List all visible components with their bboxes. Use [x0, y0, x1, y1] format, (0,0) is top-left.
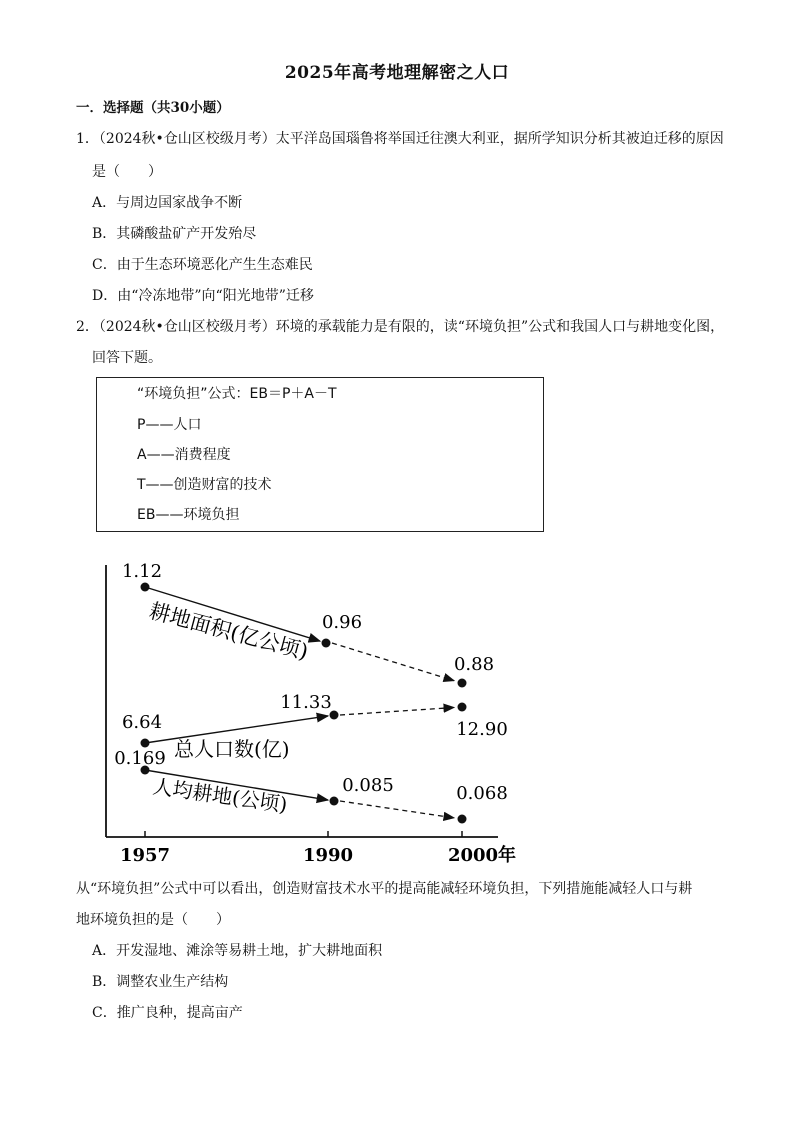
q2-option-a: A．开发湿地、滩涂等易耕土地，扩大耕地面积	[92, 943, 383, 959]
data-point	[141, 583, 150, 592]
q1-option-d: D．由“冷冻地带”向“阳光地带”迁移	[92, 288, 314, 304]
data-label: 0.88	[453, 654, 495, 675]
data-label: 12.90	[456, 719, 508, 740]
data-point	[458, 679, 467, 688]
data-label: 0.169	[114, 748, 166, 769]
page-title: 2025年高考地理解密之人口	[284, 63, 510, 83]
formula-a: A——消费程度	[137, 447, 231, 463]
q1-option-c: C．由于生态环境恶化产生生态难民	[92, 257, 313, 273]
data-label: 0.068	[456, 783, 508, 804]
data-point	[322, 639, 331, 648]
q2-option-c: C．推广良种，提高亩产	[92, 1005, 243, 1021]
data-point	[330, 797, 339, 806]
formula-p: P——人口	[137, 417, 202, 433]
formula-t: T——创造财富的技术	[137, 477, 272, 493]
data-label: 0.96	[321, 612, 363, 633]
data-label: 11.33	[280, 692, 332, 713]
q2-stem-line2: 回答下题。	[92, 350, 162, 366]
q2-option-b: B．调整农业生产结构	[92, 974, 229, 990]
q1-stem-line2: 是（ ）	[92, 164, 162, 180]
data-point	[141, 739, 150, 748]
data-label: 0.085	[342, 775, 394, 796]
data-point	[458, 703, 467, 712]
x-tick-label: 1957	[119, 845, 171, 866]
series-name: 耕地面积(亿公顷)	[146, 598, 311, 665]
q2-sub-stem-line1: 从“环境负担”公式中可以看出，创造财富技术水平的提高能减轻环境负担，下列措施能减轻人口与耕	[76, 881, 693, 897]
formula-box	[96, 377, 544, 532]
series-name: 人均耕地(公顷)	[151, 774, 289, 817]
q2-sub-stem-line2: 地环境负担的是（ ）	[76, 912, 230, 928]
formula-eb: EB——环境负担	[137, 507, 240, 523]
population-farmland-chart	[90, 555, 530, 870]
series-line-dashed	[340, 801, 454, 818]
q1-option-a: A．与周边国家战争不断	[92, 195, 243, 211]
formula-line: “环境负担”公式：EB＝P＋A－T	[137, 386, 337, 402]
series-line-dashed	[340, 708, 454, 716]
q1-option-b: B．其磷酸盐矿产开发殆尽	[92, 226, 257, 242]
data-point	[458, 815, 467, 824]
x-tick-label: 1990	[302, 845, 354, 866]
series-name: 总人口数(亿)	[174, 737, 290, 761]
data-label: 6.64	[121, 712, 163, 733]
section-heading: 一．选择题（共30小题）	[76, 100, 230, 116]
data-label: 1.12	[121, 561, 163, 582]
x-tick-label: 2000年	[447, 845, 517, 866]
series-line-dashed	[332, 643, 454, 681]
q1-stem-line1: 1．（2024秋•仓山区校级月考）太平洋岛国瑙鲁将举国迁往澳大利亚，据所学知识分析其被迫迁移的原因	[76, 131, 724, 147]
q2-stem-line1: 2．（2024秋•仓山区校级月考）环境的承载能力是有限的，读“环境负担”公式和我国人口与耕地变化图，	[76, 319, 725, 335]
